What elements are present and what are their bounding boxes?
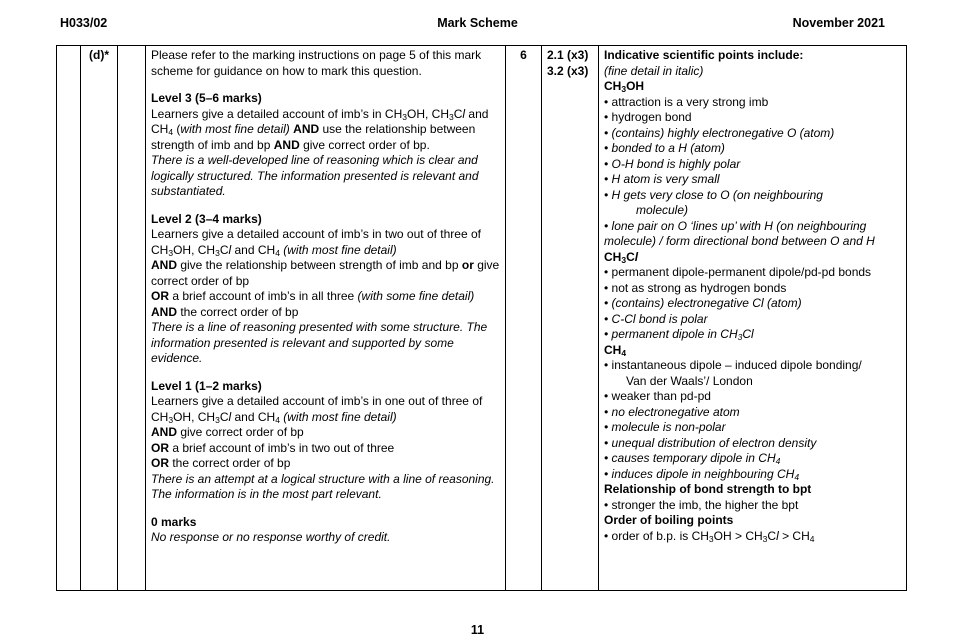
levels-cell bbox=[146, 46, 506, 591]
list-item: • unequal distribution of electron density bbox=[604, 435, 817, 450]
list-item: • attraction is a very strong imb bbox=[604, 94, 769, 109]
answer-cell bbox=[599, 46, 907, 591]
list-item: • molecule is non-polar bbox=[604, 420, 726, 434]
list-item: • weaker than pd-pd bbox=[604, 389, 711, 403]
document-title: Mark Scheme bbox=[437, 16, 518, 30]
level1-description: There is an attempt at a logical structure with a line of reasoning. The information is in the most part relevant. bbox=[151, 471, 495, 501]
list-item: • not as strong as hydrogen bonds bbox=[604, 280, 787, 295]
list-item: • stronger the imb, the higher the bpt bbox=[604, 497, 799, 512]
ao-item: 3.2 (x3) bbox=[547, 63, 589, 78]
document-date: November 2021 bbox=[792, 16, 885, 30]
level1-heading: Level 1 (1–2 marks) bbox=[151, 378, 262, 393]
order-heading: Order of boiling points bbox=[604, 513, 734, 527]
page-number: 11 bbox=[470, 623, 485, 637]
list-item: • causes temporary dipole in $CH_4$ bbox=[604, 451, 781, 466]
list-item: • no electronegative atom bbox=[604, 404, 740, 419]
level2-text: Learners give a detailed account of imb’s in two out of three of $CH_3OH$, $CH_3Cl$ and $CH_4$ (with most fine detail) AND give the relationship between strength of imb and bp or give correct order of bp OR a brief account of imb’s in all three (with some fine detail) AND the correct order of bp bbox=[151, 227, 500, 319]
level0-description: No response or no response worthy of credit. bbox=[151, 530, 391, 544]
ao-item: 2.1 (x3) bbox=[547, 48, 589, 62]
level3-heading: Level 3 (5–6 marks) bbox=[151, 91, 262, 105]
ch4-heading: $CH_4$ bbox=[604, 342, 627, 358]
table-row bbox=[57, 46, 907, 591]
relationship-heading: Relationship of bond strength to bpt bbox=[604, 482, 812, 496]
mark-scheme-table bbox=[56, 45, 907, 591]
list-item: molecule) bbox=[636, 203, 689, 217]
guidance-text: Please refer to the marking instructions on page 5 of this mark scheme for guidance on how to mark this question. bbox=[151, 48, 482, 78]
list-item: • instantaneous dipole – induced dipole bonding/ bbox=[604, 358, 862, 372]
list-item: • H atom is very small bbox=[604, 172, 720, 186]
level2-description: There is a line of reasoning presented with some structure. The information presented is relevant and supported by some evidence. bbox=[151, 320, 488, 365]
level3-description: There is a well-developed line of reasoning which is clear and logically structured. The information presented is relevant and substantiated. bbox=[151, 153, 479, 198]
list-item: • (contains) highly electronegative O (atom) bbox=[604, 125, 835, 140]
list-item: • H gets very close to O (on neighbouring bbox=[604, 187, 823, 202]
list-item: • (contains) electronegative Cl (atom) bbox=[604, 296, 802, 310]
answer-note: (fine detail in italic) bbox=[604, 63, 704, 78]
level3-text: Learners give a detailed account of imb’s in $CH_3OH$, $CH_3Cl$ and $CH_4$ (with most fine detail) AND use the relationship between strength of imb and bp AND give correct order of bp. bbox=[151, 106, 489, 152]
blank-cell bbox=[118, 46, 146, 591]
level1-text: Learners give a detailed account of imb’s in one out of three of $CH_3OH$, $CH_3Cl$ and $CH_4$ (with most fine detail) AND give correct order of bp OR a brief account of imb’s in two out of three OR the correct order of bp bbox=[151, 394, 483, 470]
list-item: • induces dipole in neighbouring $CH_4$ bbox=[604, 466, 800, 482]
list-item: • C-Cl bond is polar bbox=[604, 311, 708, 326]
question-number: (d)* bbox=[81, 46, 118, 591]
list-item: • O-H bond is highly polar bbox=[604, 156, 741, 171]
ch3cl-heading: $CH_3Cl$ bbox=[604, 249, 639, 265]
marks-cell: 6 bbox=[506, 46, 542, 591]
ao-cell bbox=[542, 46, 599, 591]
list-item: Van der Waals’/ London bbox=[626, 373, 753, 388]
list-item: • bonded to a H (atom) bbox=[604, 141, 725, 155]
list-item: • hydrogen bond bbox=[604, 110, 692, 124]
answer-heading: Indicative scientific points include: bbox=[604, 48, 804, 62]
level2-heading: Level 2 (3–4 marks) bbox=[151, 211, 262, 226]
blank-cell bbox=[57, 46, 81, 591]
list-item: • permanent dipole-permanent dipole/pd-pd bonds bbox=[604, 265, 872, 279]
list-item: • permanent dipole in $CH_3Cl$ bbox=[604, 327, 754, 342]
ch3oh-heading: $CH_3OH$ bbox=[604, 79, 645, 94]
level0-heading: 0 marks bbox=[151, 514, 197, 529]
order-item: • order of b.p. is $CH_3OH > CH_3Cl > CH_4$ bbox=[604, 528, 815, 544]
document-code: H033/02 bbox=[60, 16, 108, 30]
list-item: • lone pair on O ‘lines up’ with H (on neighbouring molecule) / form directional bond between O and H bbox=[604, 218, 875, 248]
